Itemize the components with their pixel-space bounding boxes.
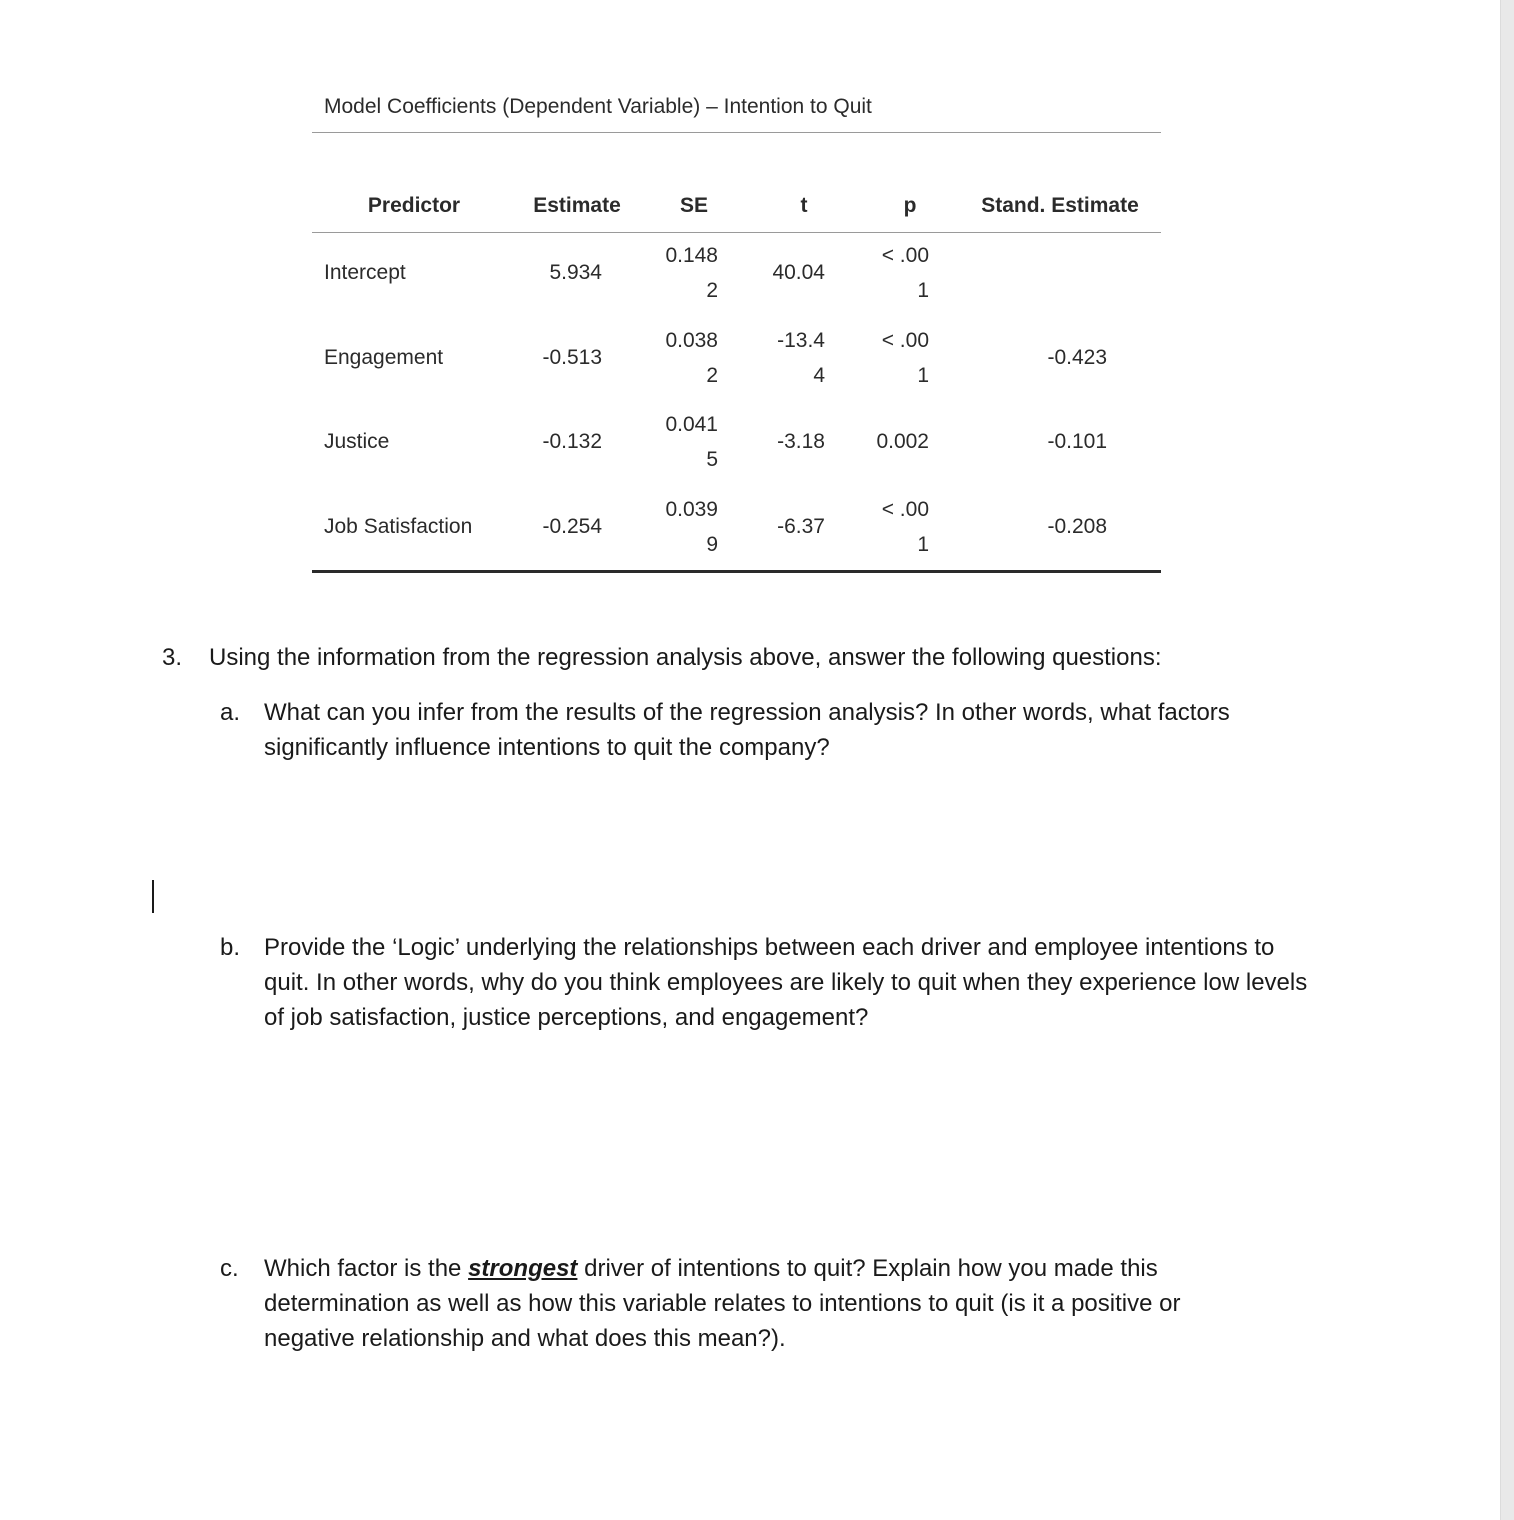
row-justice-se-line2: 5 xyxy=(706,448,718,471)
row-job-satisfaction-se xyxy=(640,492,718,562)
row-job-satisfaction-stand-estimate: -0.208 xyxy=(1047,515,1107,538)
row-justice-stand-estimate: -0.101 xyxy=(1047,430,1107,453)
row-intercept-se-line2: 2 xyxy=(706,279,718,302)
row-intercept-p-line1: < .00 xyxy=(881,244,929,267)
text-cursor xyxy=(152,880,154,913)
row-engagement-estimate: -0.513 xyxy=(542,346,602,369)
row-engagement-se xyxy=(640,323,718,393)
row-job-satisfaction-p-line2: 1 xyxy=(917,533,929,556)
question-3b-marker: b. xyxy=(220,934,241,961)
row-job-satisfaction-estimate: -0.254 xyxy=(542,515,602,538)
row-justice-se xyxy=(640,407,718,477)
row-engagement-p-line2: 1 xyxy=(917,364,929,387)
row-intercept-estimate: 5.934 xyxy=(549,261,602,284)
row-engagement-t-line2: 4 xyxy=(813,364,825,387)
row-job-satisfaction-predictor: Job Satisfaction xyxy=(324,515,473,538)
row-engagement-p xyxy=(850,323,929,393)
question-3b-text[interactable]: Provide the ‘Logic’ underlying the relationships between each driver and employee intentions to quit. In other words, why do you think employees are likely to quit when they experience low levels of job satisfaction, justice perceptions, and engagement? xyxy=(264,934,1308,1031)
table-title: Model Coefficients (Dependent Variable) – Intention to Quit xyxy=(324,95,872,118)
question-3c-text-before: Which factor is the xyxy=(264,1255,469,1282)
header-predictor: Predictor xyxy=(367,194,461,217)
question-3a-text[interactable]: What can you infer from the results of the regression analysis? In other words, what factors significantly influence intentions to quit the company? xyxy=(264,699,1230,761)
row-engagement-p-line1: < .00 xyxy=(881,329,929,352)
row-job-satisfaction-t: -6.37 xyxy=(777,515,825,538)
table-bottom-rule xyxy=(312,570,1161,573)
row-engagement-t xyxy=(740,323,825,393)
header-t: t xyxy=(800,194,808,217)
row-justice-t: -3.18 xyxy=(777,430,825,453)
row-job-satisfaction-p xyxy=(850,492,929,562)
row-engagement-se-line2: 2 xyxy=(706,364,718,387)
row-job-satisfaction-se-line2: 9 xyxy=(706,533,718,556)
row-engagement-t-line1: -13.4 xyxy=(777,329,825,352)
row-intercept-se xyxy=(640,238,718,308)
row-intercept-predictor: Intercept xyxy=(324,261,406,284)
row-justice-p: 0.002 xyxy=(876,430,929,453)
row-job-satisfaction-p-line1: < .00 xyxy=(881,498,929,521)
row-engagement-se-line1: 0.038 xyxy=(665,329,718,352)
row-engagement-stand-estimate: -0.423 xyxy=(1047,346,1107,369)
header-stand-estimate: Stand. Estimate xyxy=(981,194,1139,217)
header-p: p xyxy=(903,194,917,217)
row-intercept-t: 40.04 xyxy=(772,261,825,284)
row-job-satisfaction-se-line1: 0.039 xyxy=(665,498,718,521)
question-3-text[interactable]: Using the information from the regression analysis above, answer the following questions: xyxy=(209,644,1162,671)
header-se: SE xyxy=(679,194,708,217)
row-justice-estimate: -0.132 xyxy=(542,430,602,453)
window-right-edge xyxy=(1500,0,1514,1520)
question-3c-text-after: driver of intentions to quit? Explain how you made this determination as well as how this variable relates to intentions to quit (is it a positive or negative relationship and what does this mean?). xyxy=(264,1255,1181,1352)
title-rule xyxy=(312,132,1161,133)
question-3c-emphasis: strongest xyxy=(468,1255,578,1282)
row-justice-predictor: Justice xyxy=(324,430,390,453)
question-3-number: 3. xyxy=(162,644,183,671)
header-estimate: Estimate xyxy=(533,194,621,217)
row-engagement-predictor: Engagement xyxy=(324,346,444,369)
question-3c-text[interactable] xyxy=(264,1251,1274,1356)
row-intercept-p xyxy=(850,238,929,308)
row-intercept-se-line1: 0.148 xyxy=(665,244,718,267)
question-3a-marker: a. xyxy=(220,699,241,726)
header-rule xyxy=(312,232,1161,233)
row-justice-se-line1: 0.041 xyxy=(665,413,718,436)
question-3c-marker: c. xyxy=(220,1255,239,1282)
row-intercept-p-line2: 1 xyxy=(917,279,929,302)
